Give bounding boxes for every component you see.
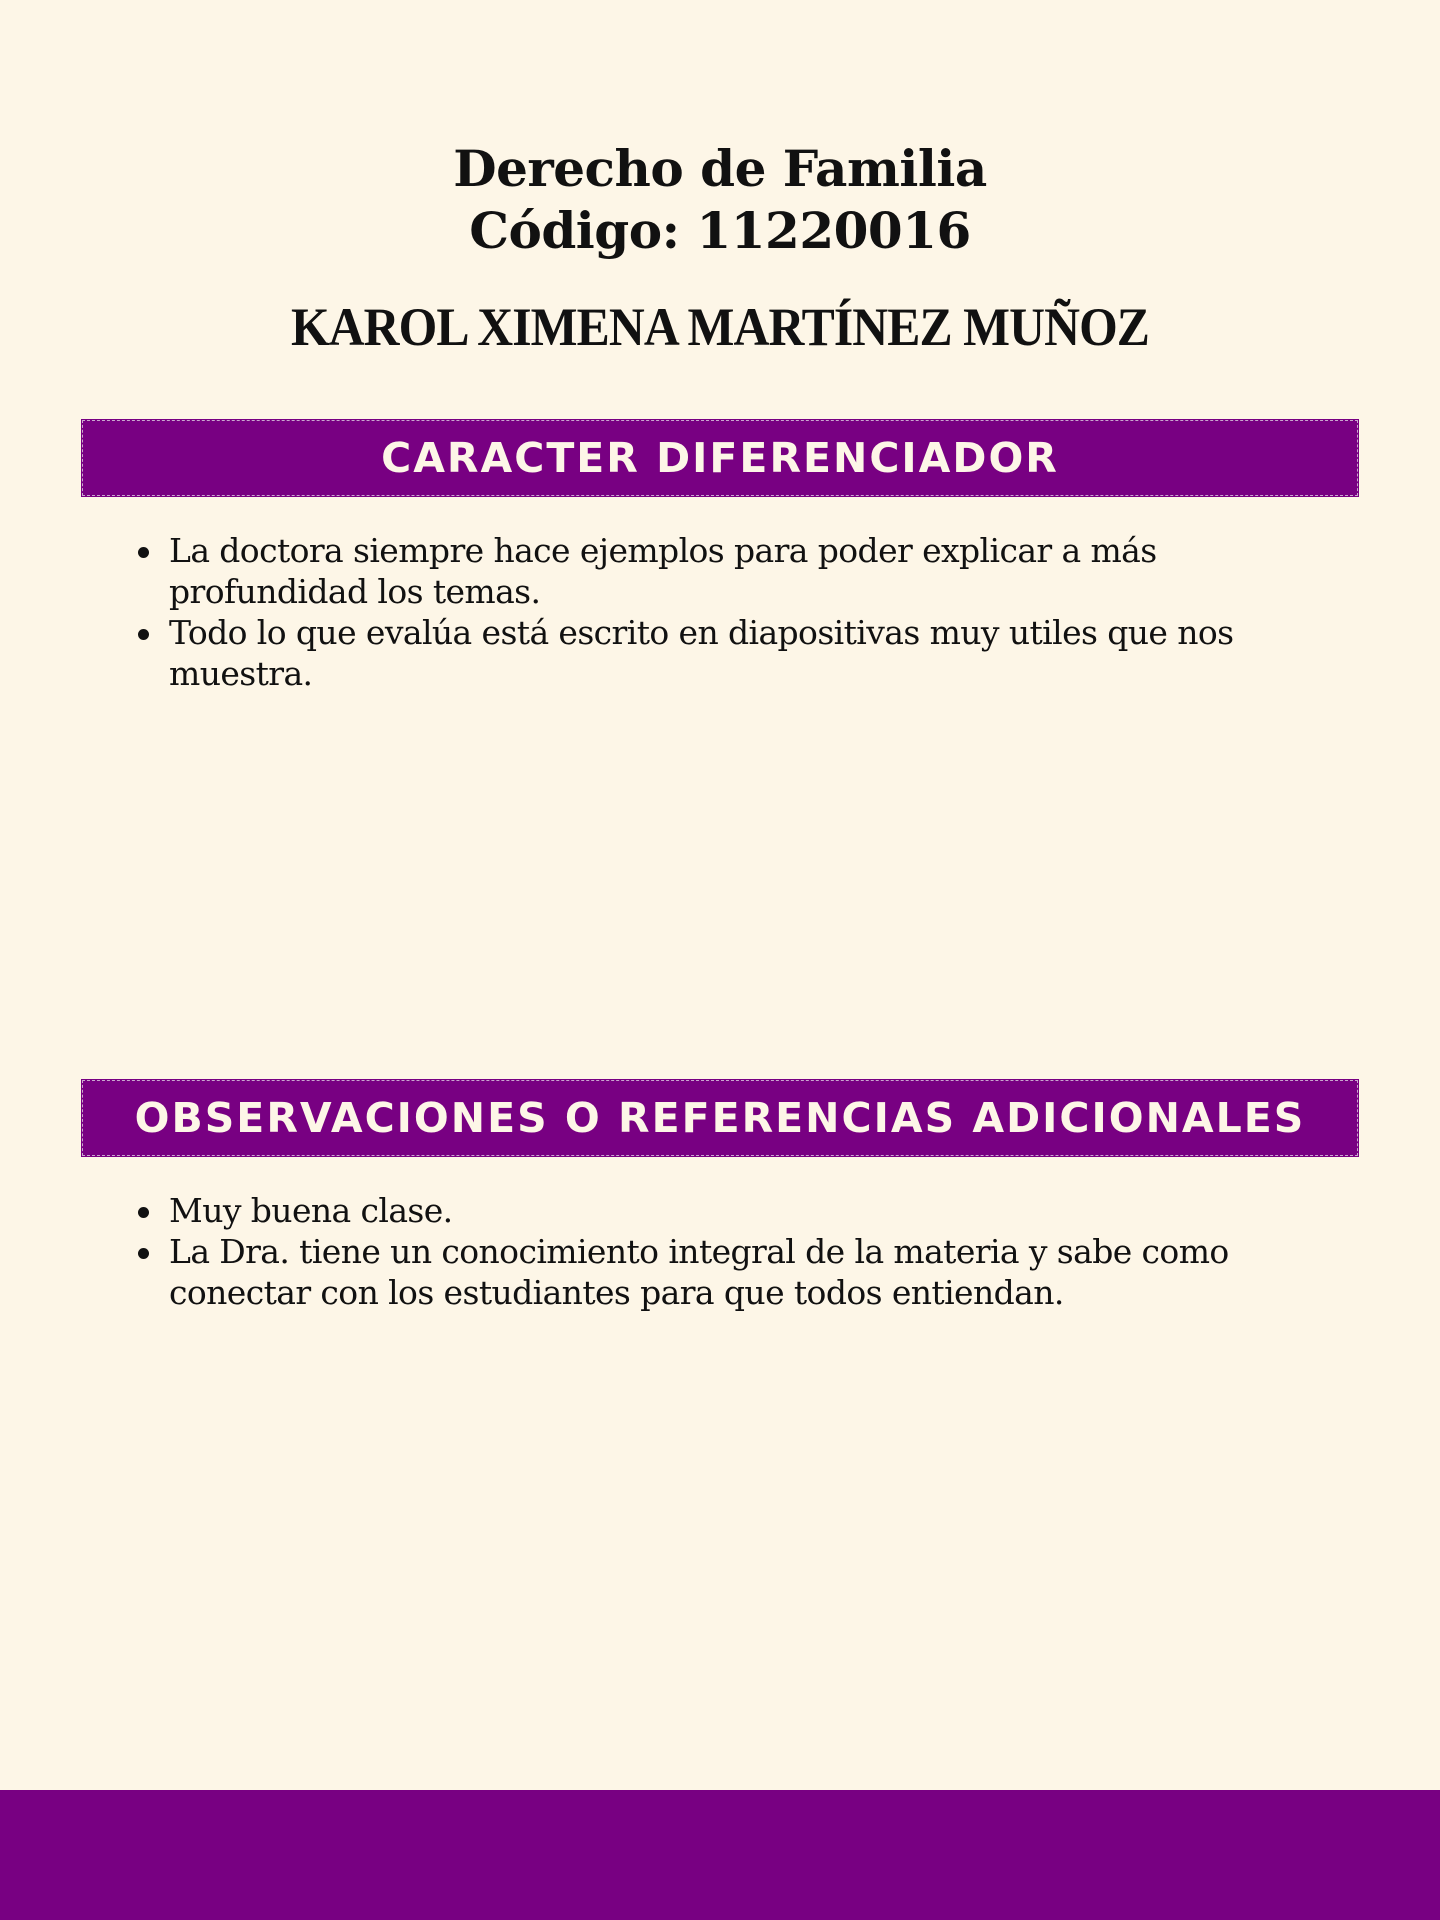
- list-item-text: Muy buena clase.: [169, 1191, 453, 1230]
- section-heading: OBSERVACIONES O REFERENCIAS ADICIONALES: [134, 1094, 1306, 1142]
- course-title: Derecho de Familia: [453, 139, 987, 198]
- list-item: [138, 1190, 1318, 1231]
- bullet-dot-icon: [138, 547, 149, 558]
- caracter-diferenciador-list: [138, 530, 1318, 694]
- student-name: KAROL XIMENA MARTÍNEZ MUÑOZ: [290, 297, 1150, 357]
- list-item: [138, 612, 1318, 694]
- section-banner-observaciones: [81, 1079, 1359, 1157]
- bullet-dot-icon: [138, 1207, 149, 1218]
- course-code: Código: 11220016: [469, 201, 971, 260]
- list-item-text: Todo lo que evalúa está escrito en diapositivas muy utiles que nos muestra.: [169, 613, 1234, 693]
- footer-bar: [0, 1790, 1440, 1920]
- list-item-text: La Dra. tiene un conocimiento integral de la materia y sabe como conectar con los estudiantes para que todos entiendan.: [169, 1232, 1229, 1312]
- list-item: [138, 530, 1318, 612]
- observaciones-list: [138, 1190, 1318, 1313]
- list-item: [138, 1231, 1318, 1313]
- bullet-dot-icon: [138, 1248, 149, 1259]
- section-heading: CARACTER DIFERENCIADOR: [381, 434, 1059, 482]
- bullet-dot-icon: [138, 629, 149, 640]
- list-item-text: La doctora siempre hace ejemplos para poder explicar a más profundidad los temas.: [169, 531, 1157, 611]
- section-banner-caracter-diferenciador: [81, 419, 1359, 497]
